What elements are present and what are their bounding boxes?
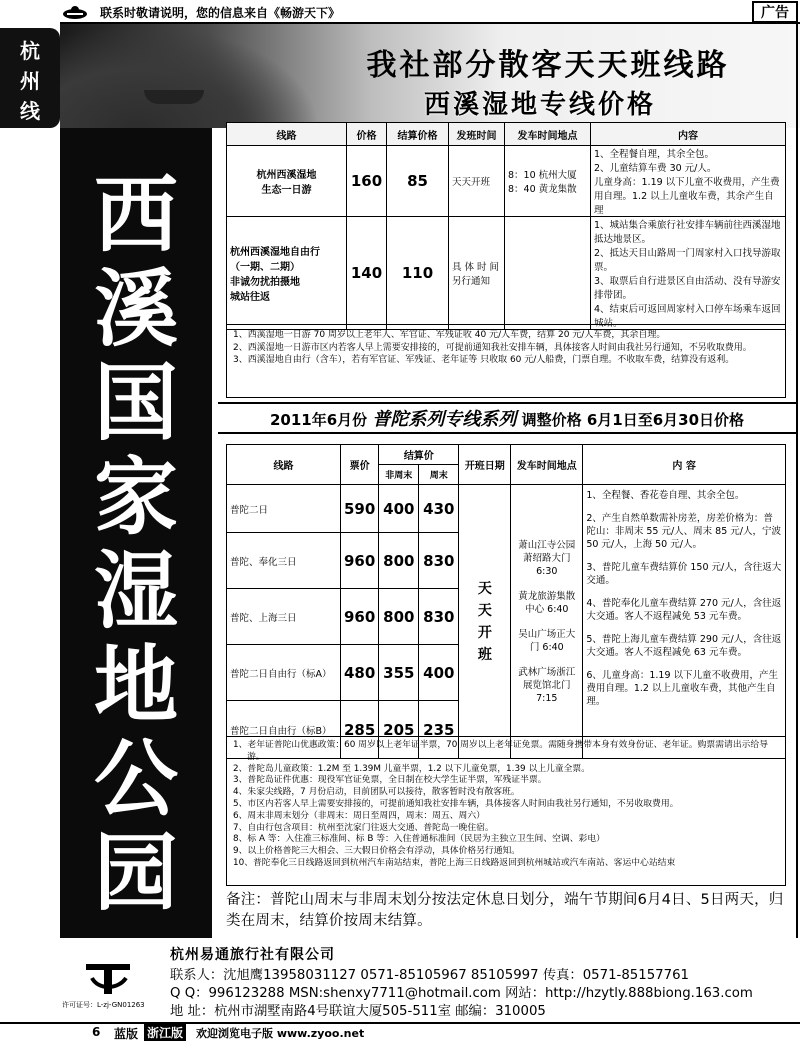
edition-label: 蓝版 <box>114 1027 139 1041</box>
weekend-price-cell: 430 <box>419 485 459 533</box>
table-header-row <box>227 445 786 465</box>
schedule-char: 班 <box>477 646 492 663</box>
settle-price-cell: 85 <box>387 146 449 217</box>
ad-badge: 广告 <box>752 1 798 23</box>
region-badge: 浙江版 <box>144 1024 186 1041</box>
weekday-price-cell: 205 <box>379 701 419 759</box>
route-cell <box>227 146 347 217</box>
route-cell: 普陀二日自由行（标A） <box>227 645 341 701</box>
putuo-section-title <box>218 405 796 431</box>
price-cell: 285 <box>341 701 379 759</box>
company-name: 杭州易通旅行社有限公司 <box>170 947 335 963</box>
column-header: 周末 <box>419 465 459 485</box>
column-header: 票价 <box>341 445 379 485</box>
content-line: 2、产生自然单数需补房差，房差价格为：普陀山：非周末 55 元/人、周末 85 元/人，宁波 50 元/人，上海 50 元/人。 <box>586 513 781 550</box>
column-header: 发班时间 <box>449 123 505 146</box>
column-header: 内 容 <box>583 445 786 485</box>
magazine-logo-icon <box>62 4 88 20</box>
putuo-notes <box>226 736 786 886</box>
departure-point: 武林广场浙江展览馆北门 7:15 <box>518 666 576 704</box>
note-item: 10、普陀奉化三日线路返回到杭州汽车南站结束，普陀上海三日线路返回到杭州城站或汽车南站、客运中心站结束 <box>233 857 676 868</box>
source-note: 联系时敬请说明，您的信息来自《畅游天下》 <box>100 6 341 20</box>
column-header: 价格 <box>347 123 387 146</box>
content-line: 2、儿童结算车费 30 元/人。 <box>594 163 717 174</box>
calligraphy-char: 园 <box>93 823 178 922</box>
xixi-price-table <box>226 122 786 330</box>
calligraphy-char: 溪 <box>93 259 178 358</box>
top-bar <box>0 0 800 24</box>
boat-photo <box>144 90 204 104</box>
xixi-notes <box>226 324 786 398</box>
content-line: 1、全程餐、香花卷自理、其余全包。 <box>586 490 745 501</box>
note-item: 2、普陀岛儿童政策：1.2M 至 1.39M 儿童半票，1.2 以下儿童免票，1.39 以上儿童全票。 <box>233 763 591 774</box>
column-header: 线路 <box>227 445 341 485</box>
route-cell: 普陀二日 <box>227 485 341 533</box>
weekday-price-cell: 400 <box>379 485 419 533</box>
weekend-price-cell: 830 <box>419 589 459 645</box>
schedule-cell: 天天开班 <box>449 146 505 217</box>
divider <box>218 402 796 404</box>
column-header: 开班日期 <box>459 445 511 485</box>
section-tab <box>0 28 60 128</box>
note-item: 9、以上价格普陀三大相会、三大假日价格会有浮动，具体价格另行通知。 <box>233 846 521 857</box>
departure-cell <box>511 485 583 759</box>
schedule-char: 开 <box>477 624 492 641</box>
title-prefix: 2011年6月份 <box>269 411 368 429</box>
weekend-price-cell: 400 <box>419 645 459 701</box>
column-header: 内容 <box>591 123 786 146</box>
note-item: 7、自由行包含项目：杭州至沈家门往返大交通、普陀岛一晚住宿。 <box>233 822 494 833</box>
schedule-cell: 具 体 时 间 另行通知 <box>449 217 505 330</box>
title-suffix: 调整价格 6月1日至6月30日价格 <box>521 411 745 429</box>
route-cell: 普陀、奉化三日 <box>227 533 341 589</box>
content-line: 1、城站集合乘旅行社安排车辆前往西溪湿地抵达地景区。 <box>594 220 781 245</box>
content-line: 儿童身高：1.19 以下儿童不收费用，产生费用自理。1.2 以上儿童收车费，其余产生自理 <box>594 177 780 216</box>
content-line: 1、全程餐自理，其余全包。 <box>594 149 715 160</box>
note-item: 8、标 A 等：入住准三标准间、标 B 等：入住普通标准间（民居为主独立卫生间、空调、彩电） <box>233 834 605 845</box>
qq-line: Q Q：996123288 MSN:shenxy7711@hotmail.com 网站：http://hzytly.888biong.163.com <box>170 986 753 1001</box>
putuo-price-table <box>226 444 786 759</box>
address-line: 地 址：杭州市湖墅南路4号联谊大厦505-511室 邮编：310005 <box>170 1004 546 1019</box>
route-line: 杭州西溪湿地自由行 <box>230 247 320 258</box>
note-item: 3、西溪湿地自由行（含车），若有军官证、军残证、老年证等 只收取 60 元/人船费，门票自理。不收取车费，结算没有返利。 <box>233 355 735 365</box>
content-line: 4、结束后可返回周家村入口停车场乘车返回城站。 <box>594 304 781 329</box>
calligraphy-char: 公 <box>93 729 178 828</box>
content-line: 4、普陀奉化儿童车费结算 270 元/人，含往返大交通。客人不返程减免 53 元车费。 <box>586 598 782 622</box>
settle-price-cell: 110 <box>387 217 449 330</box>
departure-point: 黄龙旅游集散中心 6:40 <box>518 590 576 615</box>
column-header: 线路 <box>227 123 347 146</box>
calligraphy-char: 湿 <box>93 541 178 640</box>
column-header: 非周末 <box>379 465 419 485</box>
route-line: 生态一日游 <box>261 185 312 196</box>
bottom-bar <box>0 1022 800 1042</box>
price-cell: 160 <box>347 146 387 217</box>
calligraphy-char: 西 <box>93 165 178 264</box>
page-number: 6 <box>92 1025 101 1039</box>
weekday-price-cell: 800 <box>379 533 419 589</box>
license-number: 许可证号：L-zj-GN01263 <box>62 1001 145 1009</box>
table-row <box>227 485 786 533</box>
page-title: 我社部分散客天天班线路 <box>366 48 730 83</box>
content-cell <box>591 217 786 330</box>
column-header: 发车时间地点 <box>505 123 591 146</box>
weekday-price-cell: 800 <box>379 589 419 645</box>
calligraphy-char: 家 <box>93 447 178 546</box>
calligraphy-char: 国 <box>93 353 178 452</box>
price-cell: 480 <box>341 645 379 701</box>
price-cell: 140 <box>347 217 387 330</box>
page-subtitle: 西溪湿地专线价格 <box>423 90 656 120</box>
note-item: 5、市区内若客人早上需要安排接的，可提前通知我社安排车辆，具体接客人时间由我社另行通知，不另收取费用。 <box>233 798 679 809</box>
route-line: （一期、二期） <box>230 262 300 273</box>
content-line: 5、普陀上海儿童车费结算 290 元/人，含往返大交通。客人不返程减免 63 元车费。 <box>586 634 782 658</box>
note-item: 6、周末非周末划分（非周末：周日至周四，周末：周五、周六） <box>233 810 485 821</box>
schedule-char: 天 <box>477 580 492 597</box>
note-item: 1、西溪湿地一日游 70 周岁以上老年人、军官证、军残证收 40 元/人车费，结算 20 元/人车费，其余自理。 <box>233 330 666 340</box>
content-line: 6、儿童身高：1.19 以下儿童不收费用，产生费用自理。1.2 以上儿童收车费，其他产生自理。 <box>586 670 779 707</box>
company-logo-icon <box>82 954 134 998</box>
route-cell: 普陀二日自由行（标B） <box>227 701 341 759</box>
section-tab-char: 线 <box>20 99 40 123</box>
content-line: 3、普陀儿童车费结算价 150 元/人，含往返大交通。 <box>586 562 782 586</box>
note-item: 3、普陀岛证件优惠：现役军官证免票，全日制在校大学生证半票，军残证半票。 <box>233 775 547 786</box>
calligraphy-char: 地 <box>93 635 178 734</box>
route-line: 杭州西溪湿地 <box>256 170 317 181</box>
price-cell: 590 <box>341 485 379 533</box>
divider <box>218 432 796 434</box>
departure-line: 8：40 黄龙集散 <box>508 184 577 195</box>
wetland-photo <box>60 24 320 128</box>
route-cell <box>227 217 347 330</box>
price-cell: 960 <box>341 533 379 589</box>
remark: 备注：普陀山周末与非周末划分按法定休息日划分，端午节期间6月4日、5日两天，归类在周末，结算价按周末结算。 <box>226 892 784 929</box>
departure-cell <box>505 217 591 330</box>
schedule-cell <box>459 485 511 759</box>
website-link[interactable]: 欢迎浏览电子版 www.zyoo.net <box>196 1027 365 1040</box>
weekend-price-cell: 235 <box>419 701 459 759</box>
departure-line: 8：10 杭州大厦 <box>508 170 577 181</box>
table-row <box>227 217 786 330</box>
column-header: 发车时间地点 <box>511 445 583 485</box>
route-cell: 普陀、上海三日 <box>227 589 341 645</box>
section-tab-char: 州 <box>20 69 40 93</box>
route-line: 城站往返 <box>230 292 270 303</box>
departure-point: 萧山江寺公园萧绍路大门 6:30 <box>518 539 576 577</box>
contact-line: 联系人：沈旭鹰13958031127 0571-85105967 85105997 传真：0571-85157761 <box>170 968 690 983</box>
price-cell: 960 <box>341 589 379 645</box>
weekend-price-cell: 830 <box>419 533 459 589</box>
route-line: 非诚勿扰拍摄地 <box>230 277 300 288</box>
column-header: 结算价 <box>379 445 459 465</box>
right-border <box>796 24 798 938</box>
note-item: 4、朱家尖线路，7 月份启动，目前团队可以接待，散客暂时没有散客班。 <box>233 787 520 798</box>
company-footer <box>60 938 800 1022</box>
departure-cell <box>505 146 591 217</box>
section-tab-char: 杭 <box>20 39 40 63</box>
schedule-char: 天 <box>477 602 492 619</box>
weekday-price-cell: 355 <box>379 645 419 701</box>
note-item: 1、老年证普陀山优惠政策：60 周岁以上老年证半票，70 周岁以上老年证免票。需随身携带本身有效身份证、老年证。购票需请出示给导游。 <box>233 740 769 762</box>
content-cell <box>591 146 786 217</box>
table-header-row <box>227 123 786 146</box>
header-banner <box>60 24 800 128</box>
content-cell <box>583 485 786 759</box>
table-row <box>227 146 786 217</box>
calligraphy-panel <box>60 128 212 938</box>
content-line: 3、取票后自行进景区自由活动、没有导游安排带团。 <box>594 276 781 301</box>
note-item: 2、西溪湿地一日游市区内若客人早上需要安排接的，可提前通知我社安排车辆，具体接客人时间由我社另行通知，不另收取费用。 <box>233 342 752 353</box>
title-highlight: 普陀系列专线系列 <box>372 409 517 430</box>
column-header: 结算价格 <box>387 123 449 146</box>
departure-point: 吴山广场正大门 6:40 <box>518 628 576 653</box>
content-line: 2、抵达天目山路周一门周家村入口找导游取票。 <box>594 248 781 273</box>
